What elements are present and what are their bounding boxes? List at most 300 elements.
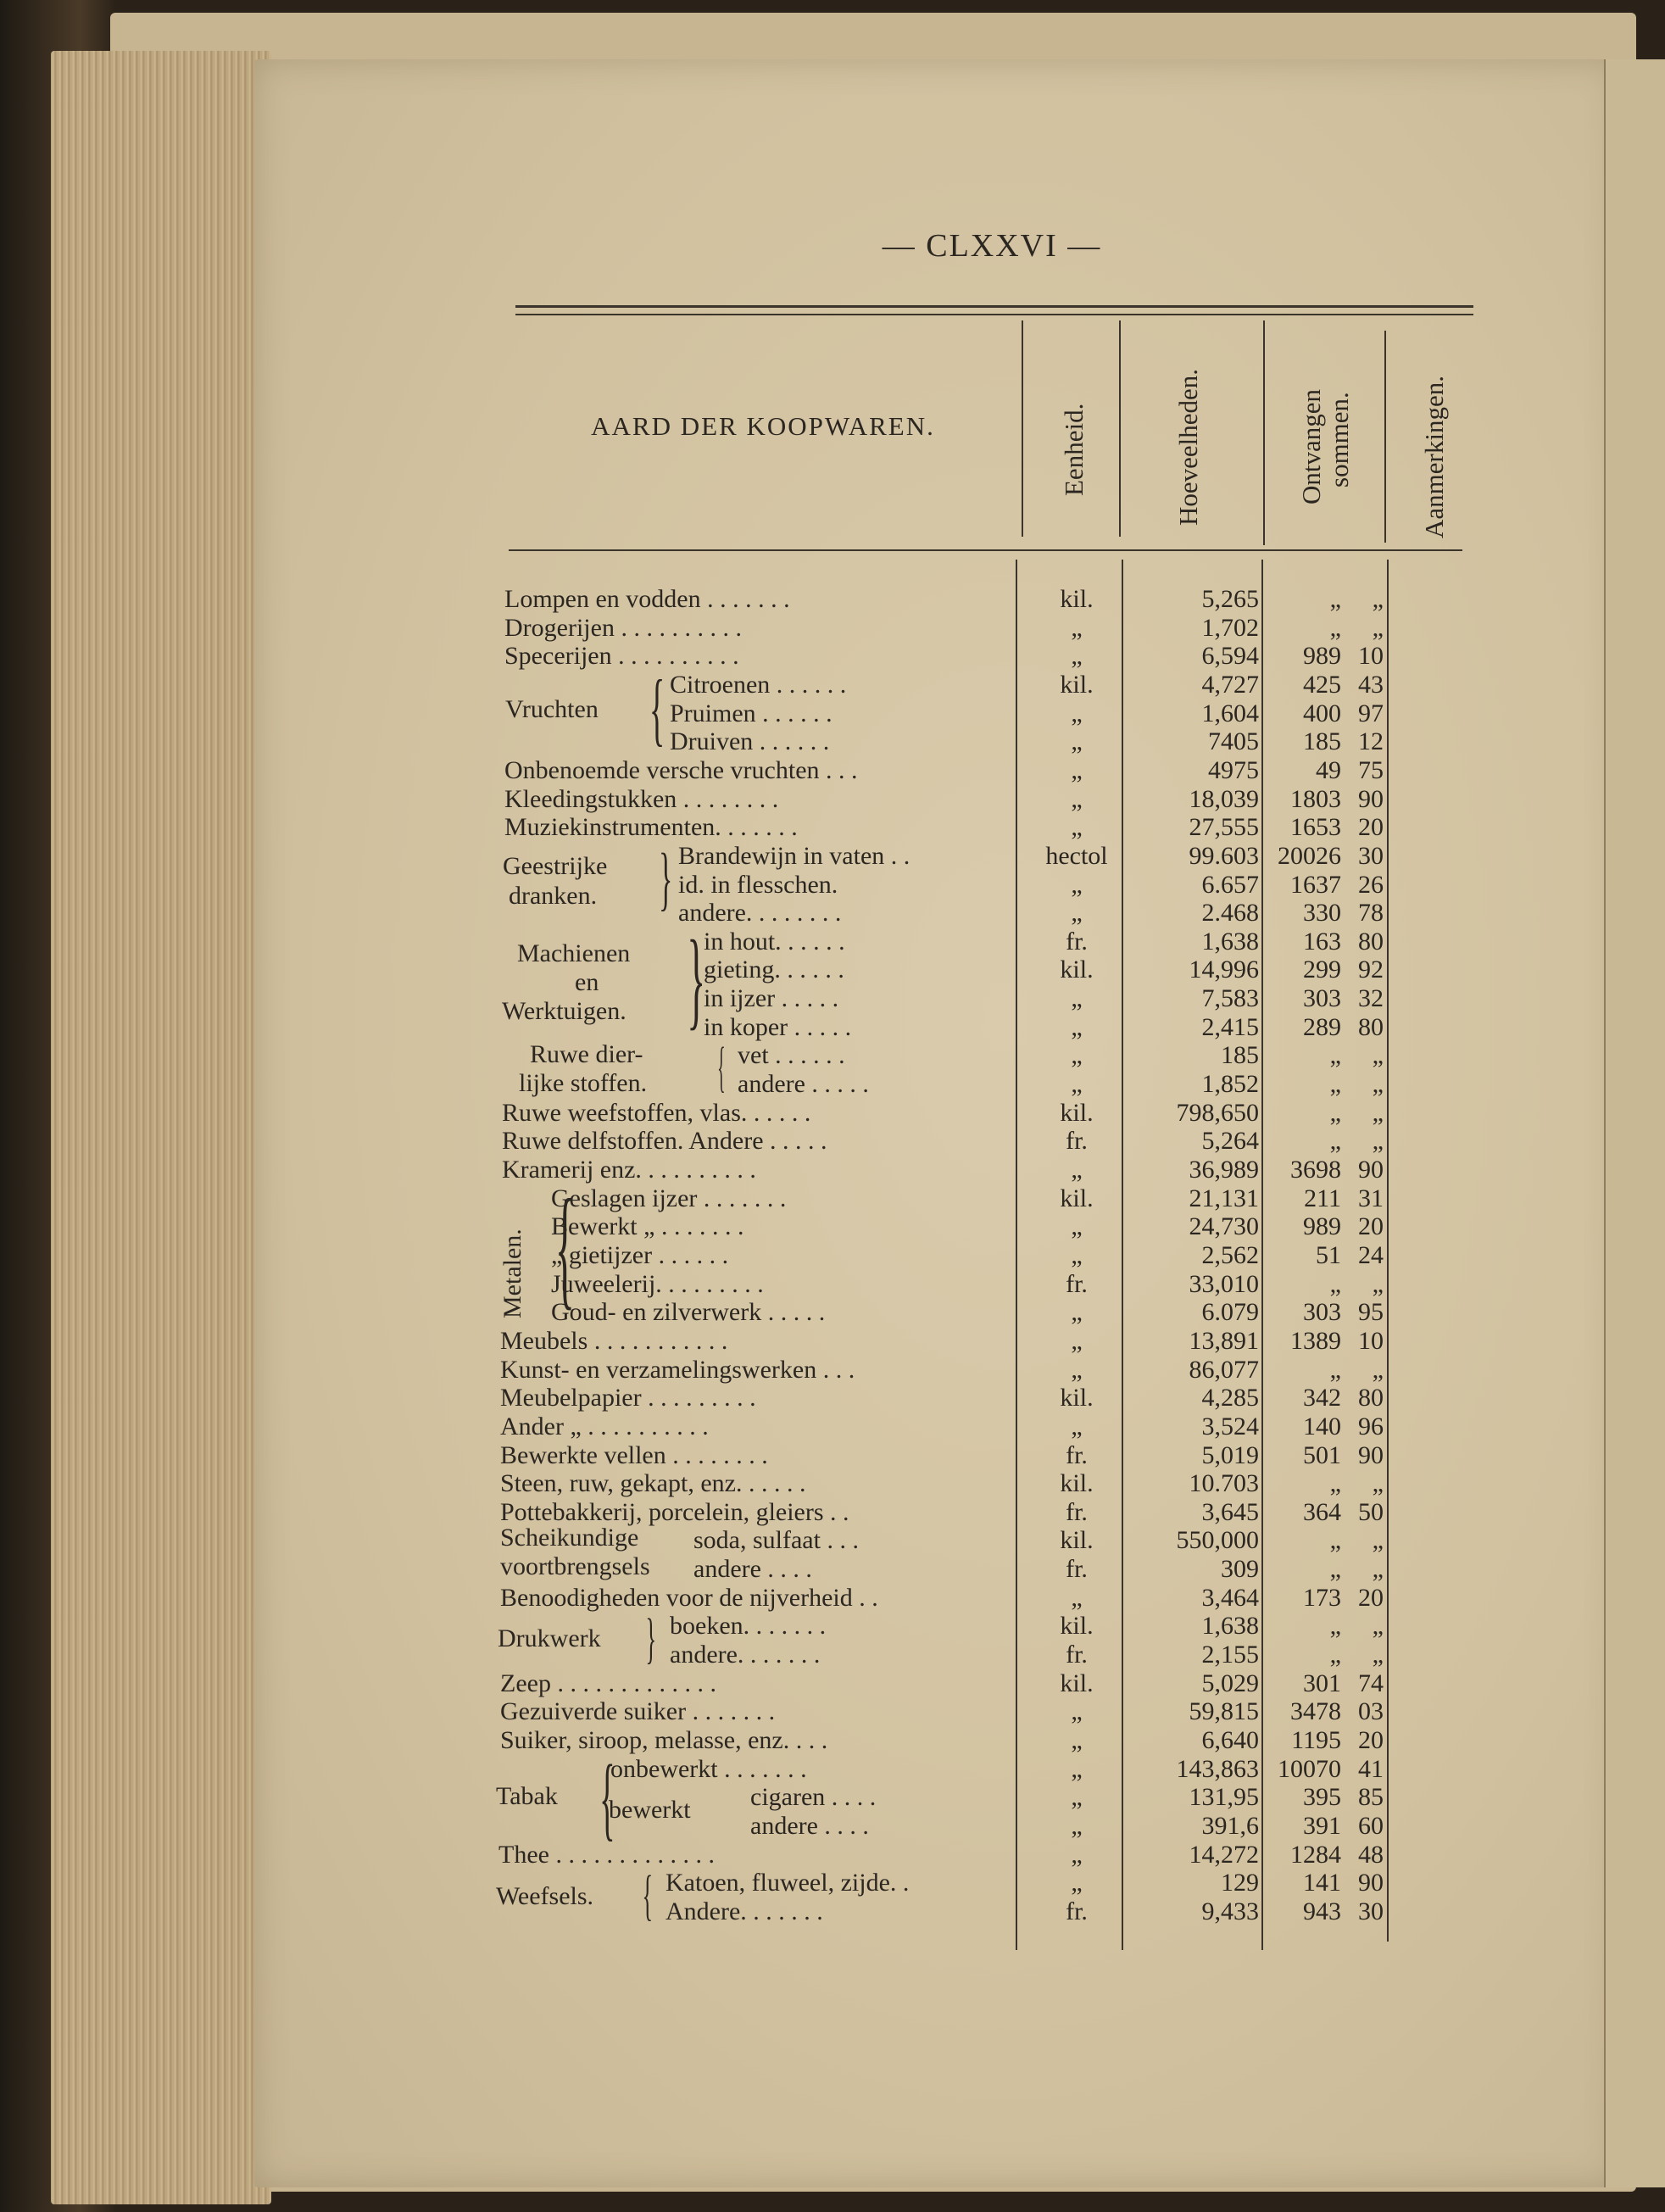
row-label: Benoodigheden voor de nijverheid . . <box>500 1584 878 1612</box>
row-centimes: 41 <box>1358 1755 1384 1783</box>
row-francs: 425 <box>1303 671 1341 699</box>
column-header-received-1: Ontvangen <box>1296 388 1326 504</box>
row-quantity: 27,555 <box>1189 813 1259 841</box>
table-row <box>0 1298 1441 1327</box>
row-label: „ gietijzer . . . . . . <box>551 1241 729 1269</box>
row-francs: „ <box>1329 1641 1341 1669</box>
row-centimes: 32 <box>1358 984 1384 1012</box>
row-unit: „ <box>1071 1869 1083 1897</box>
row-label: Onbenoemde versche vruchten . . . <box>504 756 858 784</box>
row-label: in hout. . . . . . <box>704 928 845 956</box>
row-unit: „ <box>1071 1041 1083 1069</box>
row-centimes: 90 <box>1358 1156 1384 1184</box>
row-unit: „ <box>1071 785 1083 813</box>
row-francs: 3478 <box>1290 1697 1341 1725</box>
table-row <box>0 1755 1441 1784</box>
row-unit: kil. <box>1060 1612 1094 1640</box>
row-centimes: 96 <box>1358 1412 1384 1440</box>
row-quantity: 5,265 <box>1201 585 1259 613</box>
row-quantity: 5,019 <box>1201 1441 1259 1469</box>
row-quantity: 10.703 <box>1189 1469 1259 1497</box>
row-quantity: 129 <box>1221 1869 1259 1897</box>
table-row <box>0 699 1441 728</box>
row-francs: 391 <box>1303 1812 1341 1840</box>
group-tabak: Tabak <box>496 1782 558 1810</box>
row-quantity: 14,996 <box>1189 956 1259 983</box>
row-francs: 51 <box>1316 1241 1341 1269</box>
header-divider-4 <box>1384 331 1386 543</box>
group-geestrijke-2: dranken. <box>509 882 598 910</box>
row-francs: 1803 <box>1290 785 1341 813</box>
row-unit: „ <box>1071 1726 1083 1754</box>
row-unit: kil. <box>1060 1384 1094 1412</box>
table-row <box>0 1641 1441 1669</box>
table-row <box>0 1812 1441 1841</box>
top-rule-2 <box>515 314 1473 315</box>
brace-machienen: } <box>687 918 706 1040</box>
row-label: andere . . . . <box>750 1812 869 1840</box>
row-francs: 989 <box>1303 642 1341 670</box>
row-unit: „ <box>1071 1755 1083 1783</box>
column-header-unit: Eenheid. <box>1059 403 1089 496</box>
row-label: andere. . . . . . . <box>670 1641 821 1669</box>
row-francs: „ <box>1329 585 1341 613</box>
row-francs: „ <box>1329 1127 1341 1155</box>
row-unit: fr. <box>1066 1555 1088 1583</box>
row-francs: 1637 <box>1290 871 1341 899</box>
row-unit: „ <box>1071 1156 1083 1184</box>
row-unit: „ <box>1071 1584 1083 1612</box>
row-centimes: 48 <box>1358 1841 1384 1869</box>
row-unit: „ <box>1071 756 1083 784</box>
row-quantity: 2,155 <box>1201 1641 1259 1669</box>
row-quantity: 86,077 <box>1189 1356 1259 1384</box>
row-francs: 301 <box>1303 1669 1341 1697</box>
row-unit: „ <box>1071 1697 1083 1725</box>
row-label: Pruimen . . . . . . <box>670 699 832 727</box>
row-francs: 163 <box>1303 928 1341 956</box>
table-row <box>0 1726 1441 1755</box>
row-label: andere. . . . . . . . <box>678 899 842 927</box>
row-quantity: 9,433 <box>1201 1897 1259 1925</box>
brace-metalen: { <box>554 1171 575 1322</box>
column-header-received-2: sommen. <box>1324 392 1354 488</box>
row-label: Pottebakkerij, porcelein, gleiers . . <box>500 1498 849 1526</box>
row-francs: 989 <box>1303 1212 1341 1240</box>
row-unit: fr. <box>1066 1641 1088 1669</box>
row-label: soda, sulfaat . . . <box>693 1526 859 1554</box>
table-row <box>0 1156 1441 1184</box>
row-quantity: 3,645 <box>1201 1498 1259 1526</box>
row-unit: „ <box>1071 1412 1083 1440</box>
row-quantity: 18,039 <box>1189 785 1259 813</box>
table-row <box>0 1270 1441 1299</box>
row-unit: kil. <box>1060 956 1094 983</box>
row-unit: fr. <box>1066 1498 1088 1526</box>
table-row <box>0 1697 1441 1726</box>
row-quantity: 4975 <box>1208 756 1259 784</box>
row-label: Ruwe weefstoffen, vlas. . . . . . <box>502 1099 811 1127</box>
row-unit: „ <box>1071 1812 1083 1840</box>
row-francs: 299 <box>1303 956 1341 983</box>
row-label: Citroenen . . . . . . <box>670 671 847 699</box>
row-label: Zeep . . . . . . . . . . . . . <box>500 1669 716 1697</box>
next-page-edge <box>1604 59 1665 2187</box>
row-label: Kramerij enz. . . . . . . . . . <box>502 1156 756 1184</box>
group-scheikundige-2: voortbrengsels <box>500 1552 650 1580</box>
row-quantity: 36,989 <box>1189 1156 1259 1184</box>
group-metalen: Metalen. <box>498 1229 526 1318</box>
row-centimes: „ <box>1372 614 1384 642</box>
brace-weefsels: { <box>642 1864 654 1926</box>
table-row <box>0 614 1441 643</box>
table-row <box>0 899 1441 928</box>
row-centimes: 20 <box>1358 1726 1384 1754</box>
row-unit: fr. <box>1066 1441 1088 1469</box>
row-quantity: 24,730 <box>1189 1212 1259 1240</box>
header-divider-2 <box>1119 320 1121 537</box>
row-unit: fr. <box>1066 1897 1088 1925</box>
row-francs: „ <box>1329 1270 1341 1298</box>
row-quantity: 550,000 <box>1176 1526 1259 1554</box>
row-quantity: 143,863 <box>1176 1755 1259 1783</box>
row-label: onbewerkt . . . . . . . <box>610 1755 807 1783</box>
group-machienen-2: en <box>575 968 599 996</box>
row-quantity: 5,264 <box>1201 1127 1259 1155</box>
group-machienen-1: Machienen <box>517 939 631 967</box>
row-centimes: „ <box>1372 1041 1384 1069</box>
table-row <box>0 1469 1441 1498</box>
row-centimes: 95 <box>1358 1298 1384 1326</box>
row-quantity: 6,594 <box>1201 642 1259 670</box>
row-label: Goud- en zilverwerk . . . . . <box>551 1298 826 1326</box>
page-number: — CLXXVI — <box>882 228 1102 264</box>
row-quantity: 4,285 <box>1201 1384 1259 1412</box>
row-unit: fr. <box>1066 1127 1088 1155</box>
row-quantity: 1,638 <box>1201 1612 1259 1640</box>
row-francs: 141 <box>1303 1869 1341 1897</box>
row-label: Kunst- en verzamelingswerken . . . <box>500 1356 855 1384</box>
table-row <box>0 984 1441 1013</box>
header-bottom-rule <box>509 549 1462 551</box>
group-drukwerk: Drukwerk <box>498 1624 601 1652</box>
row-label: Katoen, fluweel, zijde. . <box>665 1869 910 1897</box>
brace-drukwerk: } <box>645 1607 657 1669</box>
row-centimes: 90 <box>1358 785 1384 813</box>
table-row <box>0 1184 1441 1213</box>
row-label: Brandewijn in vaten . . <box>678 842 910 870</box>
group-weefsels: Weefsels. <box>496 1882 594 1910</box>
row-centimes: 12 <box>1358 727 1384 755</box>
row-quantity: 3,524 <box>1201 1412 1259 1440</box>
row-label: Bewerkte vellen . . . . . . . . <box>500 1441 768 1469</box>
row-francs: 173 <box>1303 1584 1341 1612</box>
row-unit: „ <box>1071 1070 1083 1098</box>
row-label: andere . . . . . <box>738 1070 869 1098</box>
row-unit: „ <box>1071 1841 1083 1869</box>
row-quantity: 1,604 <box>1201 699 1259 727</box>
row-francs: 3698 <box>1290 1156 1341 1184</box>
row-francs: 49 <box>1316 756 1341 784</box>
row-centimes: 92 <box>1358 956 1384 983</box>
row-label: Thee . . . . . . . . . . . . . <box>498 1841 715 1869</box>
row-francs: „ <box>1329 1612 1341 1640</box>
row-unit: kil. <box>1060 1669 1094 1697</box>
brace-tabak: { <box>599 1746 615 1849</box>
table-row <box>0 756 1441 785</box>
row-francs: 140 <box>1303 1412 1341 1440</box>
row-unit: „ <box>1071 1212 1083 1240</box>
row-unit: „ <box>1071 1327 1083 1355</box>
row-centimes: „ <box>1372 1526 1384 1554</box>
row-centimes: 80 <box>1358 1013 1384 1041</box>
row-label: Meubelpapier . . . . . . . . . <box>500 1384 756 1412</box>
row-label: in ijzer . . . . . <box>704 984 839 1012</box>
row-unit: „ <box>1071 614 1083 642</box>
row-francs: 10070 <box>1278 1755 1341 1783</box>
row-francs: „ <box>1329 1070 1341 1098</box>
table-row <box>0 642 1441 671</box>
row-centimes: „ <box>1372 1356 1384 1384</box>
row-label: Specerijen . . . . . . . . . . <box>504 642 739 670</box>
row-centimes: 31 <box>1358 1184 1384 1212</box>
row-quantity: 14,272 <box>1189 1841 1259 1869</box>
row-centimes: 50 <box>1358 1498 1384 1526</box>
row-label: Juweelerij. . . . . . . . . <box>551 1270 764 1298</box>
row-centimes: 85 <box>1358 1783 1384 1811</box>
row-label: Bewerkt „ . . . . . . . <box>551 1212 744 1240</box>
row-unit: „ <box>1071 984 1083 1012</box>
row-centimes: „ <box>1372 1099 1384 1127</box>
row-quantity: 59,815 <box>1189 1697 1259 1725</box>
row-label: Ander „ . . . . . . . . . . <box>500 1412 709 1440</box>
row-label: Drogerijen . . . . . . . . . . <box>504 614 742 642</box>
row-centimes: 90 <box>1358 1869 1384 1897</box>
row-francs: 289 <box>1303 1013 1341 1041</box>
row-unit: „ <box>1071 642 1083 670</box>
table-row <box>0 1441 1441 1470</box>
row-quantity: 99.603 <box>1189 842 1259 870</box>
row-unit: kil. <box>1060 585 1094 613</box>
row-label: Steen, ruw, gekapt, enz. . . . . . <box>500 1469 806 1497</box>
row-quantity: 391,6 <box>1201 1812 1259 1840</box>
row-centimes: 03 <box>1358 1697 1384 1725</box>
row-centimes: „ <box>1372 1127 1384 1155</box>
table-row <box>0 1384 1441 1412</box>
row-label: boeken. . . . . . . <box>670 1612 827 1640</box>
row-label: Geslagen ijzer . . . . . . . <box>551 1184 787 1212</box>
row-unit: „ <box>1071 699 1083 727</box>
row-quantity: 798,650 <box>1176 1099 1259 1127</box>
table-row <box>0 928 1441 956</box>
row-centimes: 10 <box>1358 642 1384 670</box>
row-quantity: 3,464 <box>1201 1584 1259 1612</box>
row-quantity: 21,131 <box>1189 1184 1259 1212</box>
row-label: Druiven . . . . . . <box>670 727 830 755</box>
table-row <box>0 1327 1441 1356</box>
table-row <box>0 1099 1441 1128</box>
row-centimes: 10 <box>1358 1327 1384 1355</box>
row-unit: „ <box>1071 813 1083 841</box>
row-label: in koper . . . . . <box>704 1013 852 1041</box>
row-francs: „ <box>1329 1526 1341 1554</box>
row-francs: „ <box>1329 614 1341 642</box>
table-row <box>0 1897 1441 1926</box>
group-scheikundige-1: Scheikundige <box>500 1524 639 1552</box>
row-francs: 211 <box>1304 1184 1341 1212</box>
row-label: Muziekinstrumenten. . . . . . . <box>504 813 798 841</box>
row-francs: „ <box>1329 1555 1341 1583</box>
row-centimes: 20 <box>1358 813 1384 841</box>
row-francs: 342 <box>1303 1384 1341 1412</box>
row-unit: hectol <box>1045 842 1108 870</box>
row-quantity: 6.079 <box>1201 1298 1259 1326</box>
row-unit: kil. <box>1060 671 1094 699</box>
header-divider-1 <box>1022 320 1023 537</box>
row-quantity: 7,583 <box>1201 984 1259 1012</box>
table-row <box>0 727 1441 756</box>
row-label: cigaren . . . . <box>750 1783 877 1811</box>
table-row <box>0 1412 1441 1441</box>
column-header-quantity: Hoeveelheden. <box>1173 368 1203 526</box>
row-unit: kil. <box>1060 1469 1094 1497</box>
column-header-remarks: Aanmerkingen. <box>1419 376 1449 538</box>
row-quantity: 1,852 <box>1201 1070 1259 1098</box>
row-centimes: 43 <box>1358 671 1384 699</box>
row-centimes: 20 <box>1358 1212 1384 1240</box>
row-centimes: 75 <box>1358 756 1384 784</box>
row-quantity: 6.657 <box>1201 871 1259 899</box>
row-centimes: „ <box>1372 1612 1384 1640</box>
table-row <box>0 956 1441 984</box>
row-quantity: 33,010 <box>1189 1270 1259 1298</box>
row-unit: „ <box>1071 727 1083 755</box>
table-row <box>0 1526 1441 1555</box>
row-centimes: 80 <box>1358 1384 1384 1412</box>
row-unit: fr. <box>1066 1270 1088 1298</box>
row-centimes: „ <box>1372 1555 1384 1583</box>
row-label: gieting. . . . . . <box>704 956 844 983</box>
row-centimes: 78 <box>1358 899 1384 927</box>
table-row <box>0 1498 1441 1527</box>
row-centimes: 97 <box>1358 699 1384 727</box>
row-francs: 20026 <box>1278 842 1341 870</box>
row-label: andere . . . . <box>693 1555 812 1583</box>
row-label: id. in flesschen. <box>678 871 838 899</box>
table-row <box>0 813 1441 842</box>
row-quantity: 1,638 <box>1201 928 1259 956</box>
row-francs: „ <box>1329 1041 1341 1069</box>
row-francs: 395 <box>1303 1783 1341 1811</box>
row-unit: kil. <box>1060 1099 1094 1127</box>
table-row <box>0 1869 1441 1897</box>
row-quantity: 309 <box>1221 1555 1259 1583</box>
row-centimes: 20 <box>1358 1584 1384 1612</box>
row-francs: „ <box>1329 1469 1341 1497</box>
row-label: Ruwe delfstoffen. Andere . . . . . <box>502 1127 827 1155</box>
row-quantity: 4,727 <box>1201 671 1259 699</box>
row-quantity: 6,640 <box>1201 1726 1259 1754</box>
row-quantity: 1,702 <box>1201 614 1259 642</box>
row-unit: „ <box>1071 871 1083 899</box>
row-label: Lompen en vodden . . . . . . . <box>504 585 790 613</box>
row-centimes: 24 <box>1358 1241 1384 1269</box>
column-header-article: AARD DER KOOPWAREN. <box>591 411 935 441</box>
row-centimes: 80 <box>1358 928 1384 956</box>
row-francs: 943 <box>1303 1897 1341 1925</box>
group-vruchten: Vruchten <box>505 695 599 723</box>
table-row <box>0 671 1441 699</box>
brace-ruwe: { <box>717 1036 726 1098</box>
table-row <box>0 1013 1441 1042</box>
row-unit: kil. <box>1060 1184 1094 1212</box>
row-quantity: 2,415 <box>1201 1013 1259 1041</box>
row-francs: 364 <box>1303 1498 1341 1526</box>
row-francs: „ <box>1329 1356 1341 1384</box>
row-centimes: „ <box>1372 585 1384 613</box>
row-quantity: 131,95 <box>1189 1783 1259 1811</box>
row-centimes: 30 <box>1358 1897 1384 1925</box>
row-quantity: 13,891 <box>1189 1327 1259 1355</box>
row-francs: 185 <box>1303 727 1341 755</box>
row-label: Gezuiverde suiker . . . . . . . <box>500 1697 776 1725</box>
row-quantity: 7405 <box>1208 727 1259 755</box>
row-centimes: „ <box>1372 1270 1384 1298</box>
row-centimes: 60 <box>1358 1812 1384 1840</box>
row-label: vet . . . . . . <box>738 1041 845 1069</box>
row-francs: 303 <box>1303 1298 1341 1326</box>
row-centimes: „ <box>1372 1641 1384 1669</box>
row-centimes: 74 <box>1358 1669 1384 1697</box>
table-row <box>0 785 1441 814</box>
table-row <box>0 1584 1441 1613</box>
group-ruwe-2: lijke stoffen. <box>519 1069 648 1097</box>
row-quantity: 185 <box>1221 1041 1259 1069</box>
row-centimes: „ <box>1372 1070 1384 1098</box>
row-unit: „ <box>1071 1241 1083 1269</box>
row-quantity: 2,562 <box>1201 1241 1259 1269</box>
row-unit: „ <box>1071 899 1083 927</box>
row-unit: kil. <box>1060 1526 1094 1554</box>
group-geestrijke-1: Geestrijke <box>503 852 608 880</box>
row-francs: 303 <box>1303 984 1341 1012</box>
brace-geestrijke: } <box>659 839 673 918</box>
group-bewerkt: bewerkt <box>609 1796 691 1824</box>
row-francs: 1653 <box>1290 813 1341 841</box>
header-divider-3 <box>1263 320 1265 545</box>
table-row <box>0 1241 1441 1270</box>
table-row <box>0 1356 1441 1385</box>
row-francs: 1389 <box>1290 1327 1341 1355</box>
row-quantity: 2.468 <box>1201 899 1259 927</box>
table-row <box>0 1212 1441 1241</box>
row-francs: 330 <box>1303 899 1341 927</box>
row-francs: 501 <box>1303 1441 1341 1469</box>
row-francs: 1195 <box>1291 1726 1341 1754</box>
row-unit: „ <box>1071 1356 1083 1384</box>
row-label: Kleedingstukken . . . . . . . . <box>504 785 779 813</box>
row-label: Andere. . . . . . . <box>665 1897 823 1925</box>
group-machienen-3: Werktuigen. <box>502 997 626 1025</box>
table-row <box>0 1041 1441 1070</box>
group-ruwe-1: Ruwe dier- <box>530 1040 643 1068</box>
table-row <box>0 1783 1441 1812</box>
table-row <box>0 1669 1441 1698</box>
table-row <box>0 1612 1441 1641</box>
table-row <box>0 1841 1441 1869</box>
row-unit: fr. <box>1066 928 1088 956</box>
row-unit: „ <box>1071 1783 1083 1811</box>
